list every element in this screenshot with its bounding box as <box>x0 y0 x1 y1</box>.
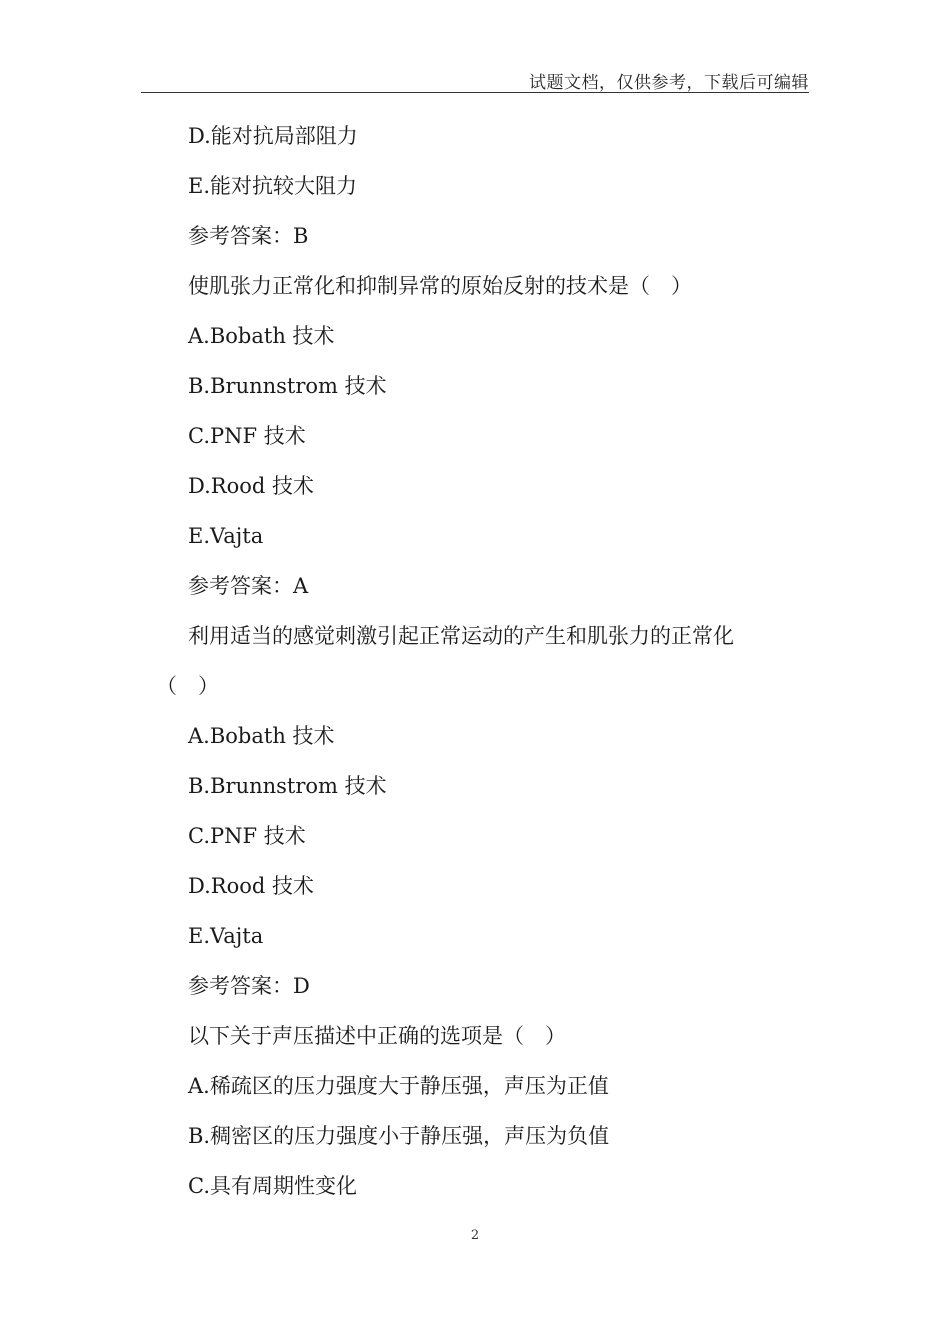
answer-option: C.PNF 技术 <box>188 424 306 448</box>
document-body <box>141 116 809 1216</box>
answer-option: D.能对抗局部阻力 <box>188 124 358 148</box>
answer-option: D.Rood 技术 <box>188 474 314 498</box>
answer-option: A.稀疏区的压力强度大于静压强，声压为正值 <box>188 1074 609 1098</box>
answer-option: A.Bobath 技术 <box>188 724 335 748</box>
question-text: 以下关于声压描述中正确的选项是（ ） <box>188 1024 566 1048</box>
answer-option: E.Vajta <box>188 924 264 948</box>
reference-answer: 参考答案：D <box>188 974 310 998</box>
question-text-continued: （ ） <box>156 674 219 698</box>
answer-option: E.Vajta <box>188 524 264 548</box>
reference-answer: 参考答案：B <box>188 224 309 248</box>
answer-option: B.Brunnstrom 技术 <box>188 374 387 398</box>
header-rule <box>141 92 809 93</box>
answer-option: C.具有周期性变化 <box>188 1174 357 1198</box>
answer-option: D.Rood 技术 <box>188 874 314 898</box>
answer-option: B.稠密区的压力强度小于静压强，声压为负值 <box>188 1124 610 1148</box>
page-number: 2 <box>470 1228 480 1243</box>
answer-option: B.Brunnstrom 技术 <box>188 774 387 798</box>
answer-option: A.Bobath 技术 <box>188 324 335 348</box>
reference-answer: 参考答案：A <box>188 574 309 598</box>
answer-option: E.能对抗较大阻力 <box>188 174 358 198</box>
answer-option: C.PNF 技术 <box>188 824 306 848</box>
question-text: 使肌张力正常化和抑制异常的原始反射的技术是（ ） <box>188 274 692 298</box>
page-header: 试题文档，仅供参考，下载后可编辑 <box>529 73 809 93</box>
question-text: 利用适当的感觉刺激引起正常运动的产生和肌张力的正常化 <box>188 624 734 648</box>
